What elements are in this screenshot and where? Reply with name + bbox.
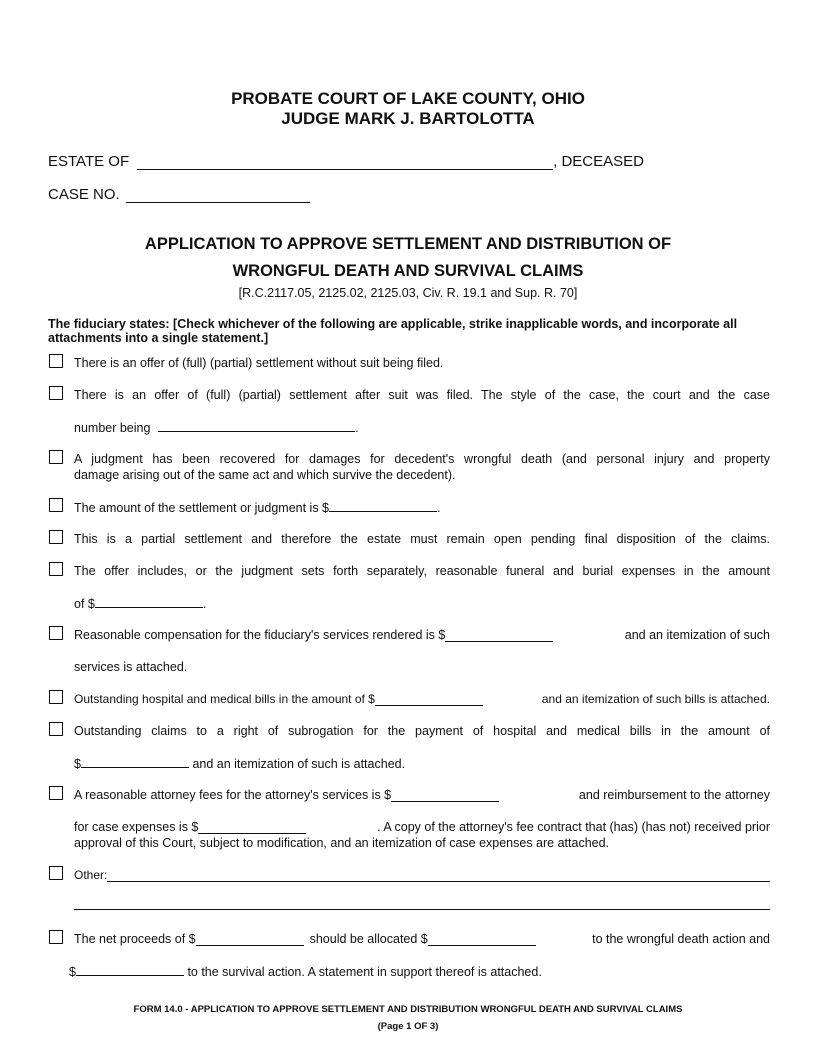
- checkbox-settlement-amount[interactable]: [49, 498, 63, 512]
- item-attorney-line3: approval of this Court, subject to modification, and an itemization of case expenses are attached.: [74, 836, 610, 850]
- estate-label: ESTATE OF: [48, 153, 130, 170]
- settlement-amount-label: The amount of the settlement or judgment is $: [74, 501, 329, 515]
- survival-amount-label: $: [69, 965, 76, 979]
- case-expenses-post: . A copy of the attorney's fee contract that (has) (has not) received prior: [377, 820, 770, 834]
- item-attorney-fees: [74, 788, 770, 802]
- item-fiduciary-compensation: [74, 628, 770, 642]
- subrogation-post: and an itemization of such is attached.: [192, 757, 406, 771]
- other-label: Other:: [74, 868, 108, 882]
- suit-case-number-field[interactable]: [158, 420, 355, 432]
- net-proceeds-field[interactable]: [196, 934, 304, 946]
- settlement-amount-field[interactable]: [329, 500, 437, 512]
- item-fiduciary-compensation-line2: services is attached.: [74, 660, 188, 674]
- attorney-fees-label: A reasonable attorney fees for the attorney's services is $: [74, 788, 392, 802]
- survival-allocation-post: to the survival action. A statement in support thereof is attached.: [187, 965, 542, 979]
- item-other: [74, 868, 770, 882]
- item-funeral-amount: [74, 596, 770, 611]
- statute-citation: [R.C.2117.05, 2125.02, 2125.03, Civ. R. 19.1 and Sup. R. 70]: [238, 286, 578, 300]
- medical-bills-post: and an itemization of such bills is attached.: [541, 692, 770, 706]
- fiduciary-instructions: The fiduciary states: [Check whichever of the following are applicable, strike inapplicable words, and incorporate all attachments into a single statement.]: [48, 317, 738, 345]
- survival-allocation-field[interactable]: [76, 964, 184, 976]
- form-footer: FORM 14.0 - APPLICATION TO APPROVE SETTLEMENT AND DISTRIBUTION WRONGFUL DEATH AND SURVIVAL CLAIMS: [133, 1004, 683, 1015]
- fiduciary-compensation-post: and an itemization of such: [624, 628, 770, 642]
- funeral-amount-label: of $: [74, 597, 95, 611]
- other-field[interactable]: [107, 870, 770, 882]
- court-name: PROBATE COURT OF LAKE COUNTY, OHIO: [231, 89, 585, 108]
- case-label: CASE NO.: [48, 186, 120, 203]
- item-subrogation: Outstanding claims to a right of subrogation for the payment of hospital and medical bills in the amount of: [74, 724, 770, 738]
- medical-bills-field[interactable]: [375, 694, 483, 706]
- item-offer-after-suit: There is an offer of (full) (partial) settlement after suit was filed. The style of the case, the court and the case: [74, 388, 770, 402]
- checkbox-funeral-expenses[interactable]: [49, 562, 63, 576]
- subrogation-amount-field[interactable]: [81, 756, 189, 768]
- item-offer-without-suit: There is an offer of (full) (partial) settlement without suit being filed.: [74, 356, 444, 370]
- estate-name-field[interactable]: [137, 155, 553, 170]
- deceased-suffix: , DECEASED: [553, 153, 644, 170]
- wrongful-death-allocation-label: should be allocated $: [309, 932, 428, 946]
- checkbox-fiduciary-compensation[interactable]: [49, 626, 63, 640]
- period: .: [354, 421, 359, 435]
- item-partial-settlement: This is a partial settlement and therefore the estate must remain open pending final disposition of the claims.: [74, 532, 770, 546]
- estate-caption: [48, 153, 644, 170]
- page-number: (Page 1 OF 3): [377, 1021, 439, 1032]
- other-field-line2[interactable]: [74, 898, 770, 910]
- item-offer-after-suit-case-number: [74, 420, 770, 435]
- case-expenses-label: for case expenses is $: [74, 820, 199, 834]
- item-attorney-expenses: [74, 820, 770, 834]
- subrogation-amount-label: $: [74, 757, 81, 771]
- item-judgment-line1: A judgment has been recovered for damages for decedent's wrongful death (and personal injury and property: [74, 452, 770, 466]
- period: .: [437, 501, 441, 515]
- checkbox-other[interactable]: [49, 866, 63, 880]
- checkbox-offer-after-suit[interactable]: [49, 386, 63, 400]
- case-number-label: number being: [74, 421, 151, 435]
- wrongful-death-allocation-post: to the wrongful death action and: [592, 932, 770, 946]
- checkbox-judgment-recovered[interactable]: [49, 450, 63, 464]
- item-medical-bills: [74, 692, 770, 706]
- case-number-field[interactable]: [126, 188, 310, 203]
- wrongful-death-allocation-field[interactable]: [428, 934, 536, 946]
- checkbox-attorney-fees[interactable]: [49, 786, 63, 800]
- item-net-proceeds: [74, 932, 770, 946]
- item-other-line2: [74, 898, 770, 910]
- case-expenses-field[interactable]: [198, 822, 306, 834]
- checkbox-partial-settlement[interactable]: [49, 530, 63, 544]
- case-caption: [48, 186, 310, 203]
- fiduciary-compensation-label: Reasonable compensation for the fiduciary's services rendered is $: [74, 628, 446, 642]
- attorney-fees-field[interactable]: [391, 790, 499, 802]
- judge-name: JUDGE MARK J. BARTOLOTTA: [281, 109, 535, 128]
- checkbox-medical-bills[interactable]: [49, 690, 63, 704]
- item-survival-allocation: [69, 964, 765, 979]
- form-title-line1: APPLICATION TO APPROVE SETTLEMENT AND DISTRIBUTION OF: [144, 235, 672, 253]
- item-subrogation-amount: [74, 756, 770, 771]
- item-funeral-expenses: The offer includes, or the judgment sets forth separately, reasonable funeral and burial expenses in the amount: [74, 564, 770, 578]
- funeral-amount-field[interactable]: [95, 596, 203, 608]
- checkbox-subrogation[interactable]: [49, 722, 63, 736]
- checkbox-offer-without-suit[interactable]: [49, 354, 63, 368]
- medical-bills-label: Outstanding hospital and medical bills in the amount of $: [74, 692, 375, 706]
- checkbox-net-proceeds[interactable]: [49, 930, 63, 944]
- form-title-line2: WRONGFUL DEATH AND SURVIVAL CLAIMS: [232, 262, 584, 280]
- period: .: [202, 597, 207, 611]
- net-proceeds-label: The net proceeds of $: [74, 932, 196, 946]
- fiduciary-compensation-field[interactable]: [445, 630, 553, 642]
- attorney-fees-post: and reimbursement to the attorney: [578, 788, 770, 802]
- item-judgment-line2: damage arising out of the same act and which survive the decedent).: [74, 468, 456, 482]
- item-settlement-amount: [74, 500, 770, 515]
